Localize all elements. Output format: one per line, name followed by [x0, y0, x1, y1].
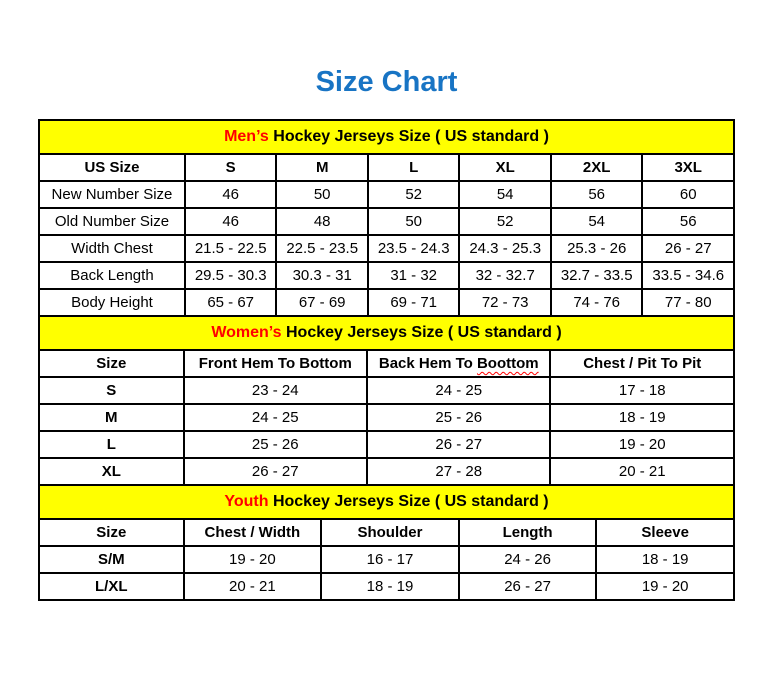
- banner-text: Hockey Jerseys Size ( US standard ): [268, 128, 549, 145]
- mens-header-row: [39, 154, 734, 181]
- value-cell: 32 - 32.7: [459, 262, 551, 289]
- youth-size-table: [38, 484, 735, 601]
- header-cell: Size: [39, 519, 184, 546]
- value-cell: 20 - 21: [184, 573, 322, 600]
- header-cell: Chest / Width: [184, 519, 322, 546]
- row-label-cell: M: [39, 404, 184, 431]
- table-row: [39, 181, 734, 208]
- mens-banner-row: [39, 120, 734, 154]
- header-cell: US Size: [39, 154, 185, 181]
- banner-highlight: Women’s: [211, 324, 282, 341]
- value-cell: 19 - 20: [550, 431, 734, 458]
- row-label-cell: Old Number Size: [39, 208, 185, 235]
- row-label-cell: L: [39, 431, 184, 458]
- table-row: [39, 262, 734, 289]
- womens-header-row: [39, 350, 734, 377]
- value-cell: 17 - 18: [550, 377, 734, 404]
- header-cell: Sleeve: [596, 519, 734, 546]
- value-cell: 65 - 67: [185, 289, 277, 316]
- value-cell: 56: [642, 208, 734, 235]
- value-cell: 33.5 - 34.6: [642, 262, 734, 289]
- header-cell: Size: [39, 350, 184, 377]
- value-cell: 29.5 - 30.3: [185, 262, 277, 289]
- header-cell: L: [368, 154, 460, 181]
- womens-banner-cell: [39, 316, 734, 350]
- value-cell: 46: [185, 181, 277, 208]
- banner-highlight: Youth: [224, 493, 269, 510]
- row-label-cell: L/XL: [39, 573, 184, 600]
- table-row: [39, 431, 734, 458]
- value-cell: 26 - 27: [459, 573, 597, 600]
- row-label-cell: Width Chest: [39, 235, 185, 262]
- value-cell: 50: [368, 208, 460, 235]
- header-cell: Front Hem To Bottom: [184, 350, 367, 377]
- value-cell: 18 - 19: [596, 546, 734, 573]
- value-cell: 69 - 71: [368, 289, 460, 316]
- header-label: Back Hem To: [378, 355, 477, 372]
- banner-text: Hockey Jerseys Size ( US standard ): [281, 324, 562, 341]
- value-cell: 23 - 24: [184, 377, 367, 404]
- value-cell: 21.5 - 22.5: [185, 235, 277, 262]
- value-cell: 25 - 26: [184, 431, 367, 458]
- value-cell: 16 - 17: [321, 546, 459, 573]
- value-cell: 52: [459, 208, 551, 235]
- value-cell: 24.3 - 25.3: [459, 235, 551, 262]
- value-cell: 54: [459, 181, 551, 208]
- table-row: [39, 289, 734, 316]
- table-row: [39, 235, 734, 262]
- header-cell: 2XL: [551, 154, 643, 181]
- banner-text: Hockey Jerseys Size ( US standard ): [268, 493, 549, 510]
- value-cell: 27 - 28: [367, 458, 550, 485]
- header-cell: [367, 350, 550, 377]
- value-cell: 67 - 69: [276, 289, 368, 316]
- row-label-cell: New Number Size: [39, 181, 185, 208]
- value-cell: 25 - 26: [367, 404, 550, 431]
- mens-size-table: [38, 119, 735, 317]
- size-tables-block: [38, 119, 735, 601]
- table-row: [39, 573, 734, 600]
- table-row: [39, 546, 734, 573]
- header-cell: S: [185, 154, 277, 181]
- table-row: [39, 458, 734, 485]
- header-cell: Shoulder: [321, 519, 459, 546]
- value-cell: 46: [185, 208, 277, 235]
- mens-banner-cell: [39, 120, 734, 154]
- page-title: Size Chart: [315, 66, 458, 98]
- header-cell: Length: [459, 519, 597, 546]
- youth-banner-row: [39, 485, 734, 519]
- value-cell: 24 - 25: [367, 377, 550, 404]
- value-cell: 26 - 27: [367, 431, 550, 458]
- womens-size-table: [38, 315, 735, 486]
- value-cell: 72 - 73: [459, 289, 551, 316]
- header-cell: XL: [459, 154, 551, 181]
- value-cell: 20 - 21: [550, 458, 734, 485]
- value-cell: 18 - 19: [321, 573, 459, 600]
- table-row: [39, 404, 734, 431]
- value-cell: 48: [276, 208, 368, 235]
- value-cell: 22.5 - 23.5: [276, 235, 368, 262]
- table-row: [39, 208, 734, 235]
- header-cell: 3XL: [642, 154, 734, 181]
- value-cell: 18 - 19: [550, 404, 734, 431]
- womens-banner-row: [39, 316, 734, 350]
- value-cell: 24 - 25: [184, 404, 367, 431]
- value-cell: 77 - 80: [642, 289, 734, 316]
- row-label-cell: Back Length: [39, 262, 185, 289]
- row-label-cell: XL: [39, 458, 184, 485]
- value-cell: 74 - 76: [551, 289, 643, 316]
- value-cell: 24 - 26: [459, 546, 597, 573]
- misspelled-word: Boottom: [476, 355, 539, 372]
- value-cell: 32.7 - 33.5: [551, 262, 643, 289]
- row-label-cell: S/M: [39, 546, 184, 573]
- value-cell: 54: [551, 208, 643, 235]
- value-cell: 19 - 20: [596, 573, 734, 600]
- header-cell: M: [276, 154, 368, 181]
- value-cell: 52: [368, 181, 460, 208]
- value-cell: 30.3 - 31: [276, 262, 368, 289]
- value-cell: 50: [276, 181, 368, 208]
- value-cell: 56: [551, 181, 643, 208]
- header-cell: Chest / Pit To Pit: [550, 350, 734, 377]
- row-label-cell: Body Height: [39, 289, 185, 316]
- value-cell: 31 - 32: [368, 262, 460, 289]
- row-label-cell: S: [39, 377, 184, 404]
- value-cell: 25.3 - 26: [551, 235, 643, 262]
- value-cell: 26 - 27: [184, 458, 367, 485]
- youth-header-row: [39, 519, 734, 546]
- banner-highlight: Men’s: [224, 128, 269, 145]
- youth-banner-cell: [39, 485, 734, 519]
- value-cell: 23.5 - 24.3: [368, 235, 460, 262]
- value-cell: 60: [642, 181, 734, 208]
- value-cell: 26 - 27: [642, 235, 734, 262]
- table-row: [39, 377, 734, 404]
- value-cell: 19 - 20: [184, 546, 322, 573]
